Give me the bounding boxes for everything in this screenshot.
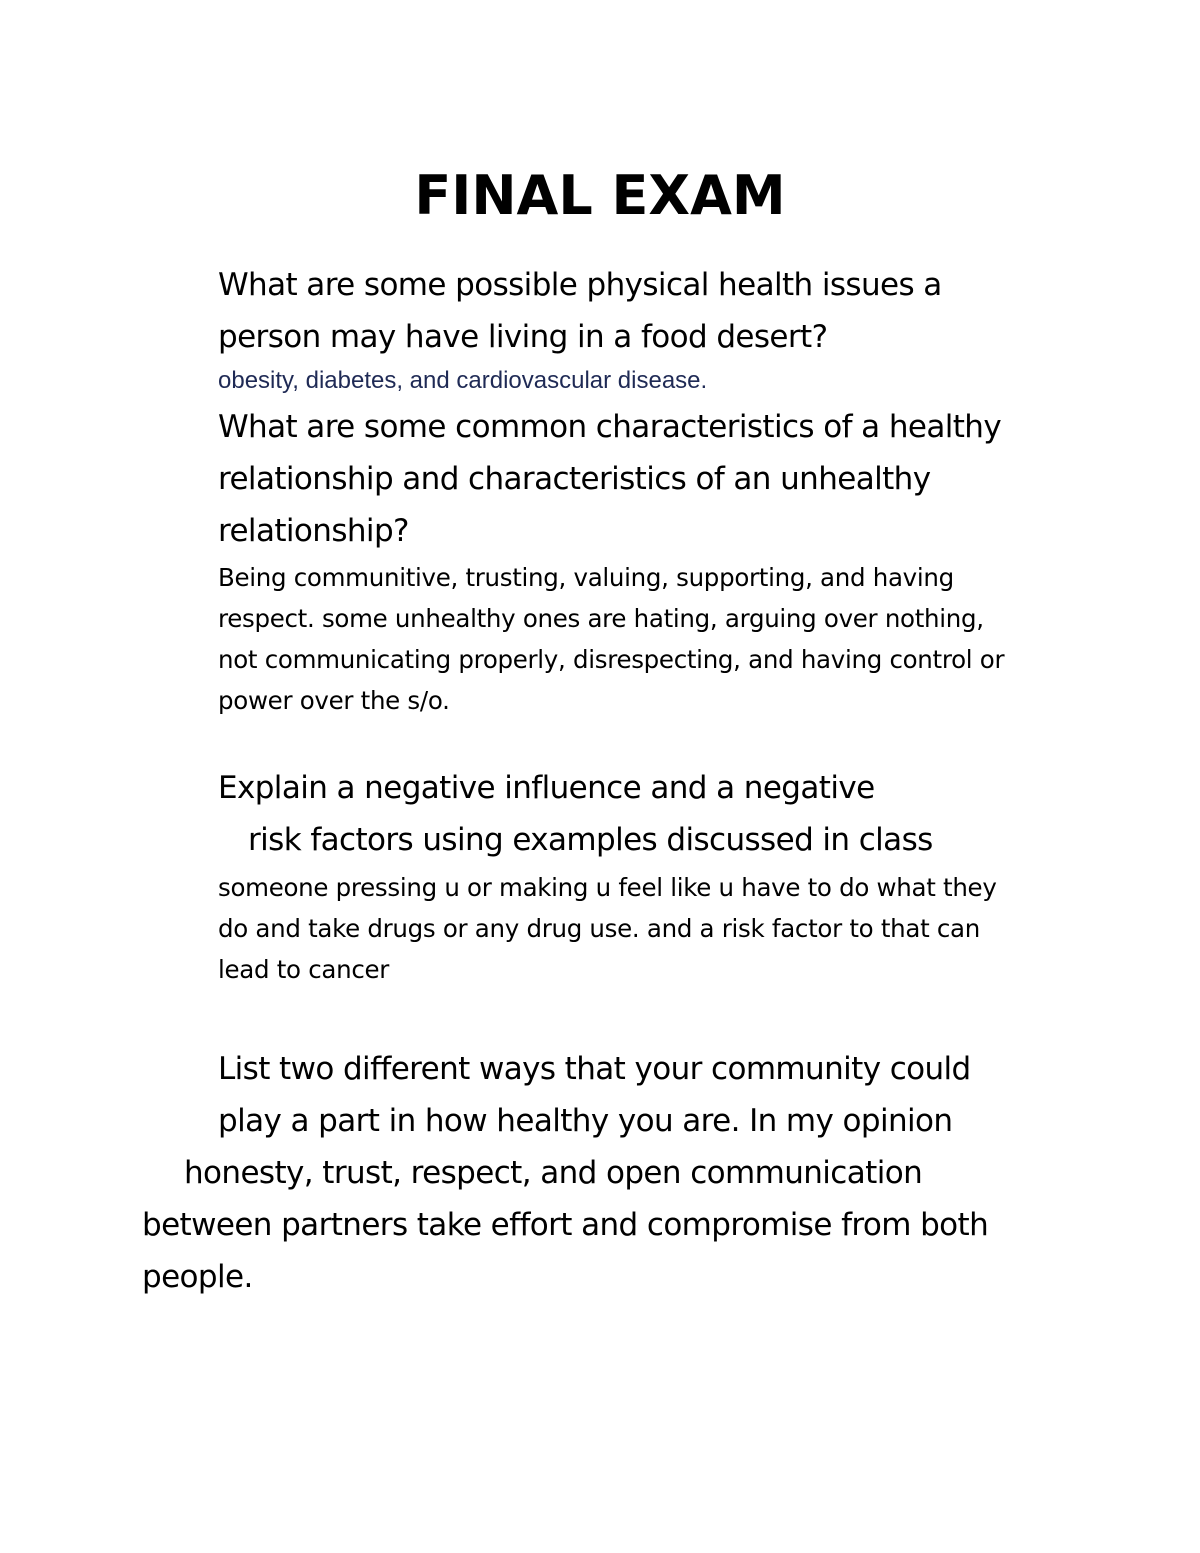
question-1-line-1: What are some possible physical health issues a	[218, 267, 942, 303]
answer-2-line-2: respect. some unhealthy ones are hating, arguing over nothing,	[218, 604, 984, 633]
question-2-line-1: What are some common characteristics of a healthy	[218, 409, 1002, 445]
question-1-line-2: person may have living in a food desert?	[218, 319, 828, 355]
answer-3-line-3: lead to cancer	[218, 955, 390, 984]
question-3-line-1: Explain a negative influence and a negative	[218, 770, 875, 806]
answer-2-line-1: Being communitive, trusting, valuing, supporting, and having	[218, 563, 954, 592]
answer-2-line-3: not communicating properly, disrespecting, and having control or	[218, 645, 1005, 674]
answer-2-line-4: power over the s/o.	[218, 686, 450, 715]
answer-3-line-1: someone pressing u or making u feel like u have to do what they	[218, 873, 997, 902]
page-title: FINAL EXAM	[414, 164, 786, 227]
question-4-line-5: people.	[142, 1259, 253, 1295]
answer-1: obesity, diabetes, and cardiovascular disease.	[218, 367, 708, 394]
question-2-line-2: relationship and characteristics of an unhealthy	[218, 461, 931, 497]
question-3-line-2: risk factors using examples discussed in class	[248, 822, 933, 858]
question-2-line-3: relationship?	[218, 513, 409, 549]
question-4-line-4: between partners take effort and compromise from both	[142, 1207, 989, 1243]
question-4-line-2: play a part in how healthy you are. In my opinion	[218, 1103, 953, 1139]
question-4-line-1: List two different ways that your community could	[218, 1051, 971, 1087]
answer-3-line-2: do and take drugs or any drug use. and a risk factor to that can	[218, 914, 980, 943]
question-4-line-3: honesty, trust, respect, and open communication	[184, 1155, 923, 1191]
